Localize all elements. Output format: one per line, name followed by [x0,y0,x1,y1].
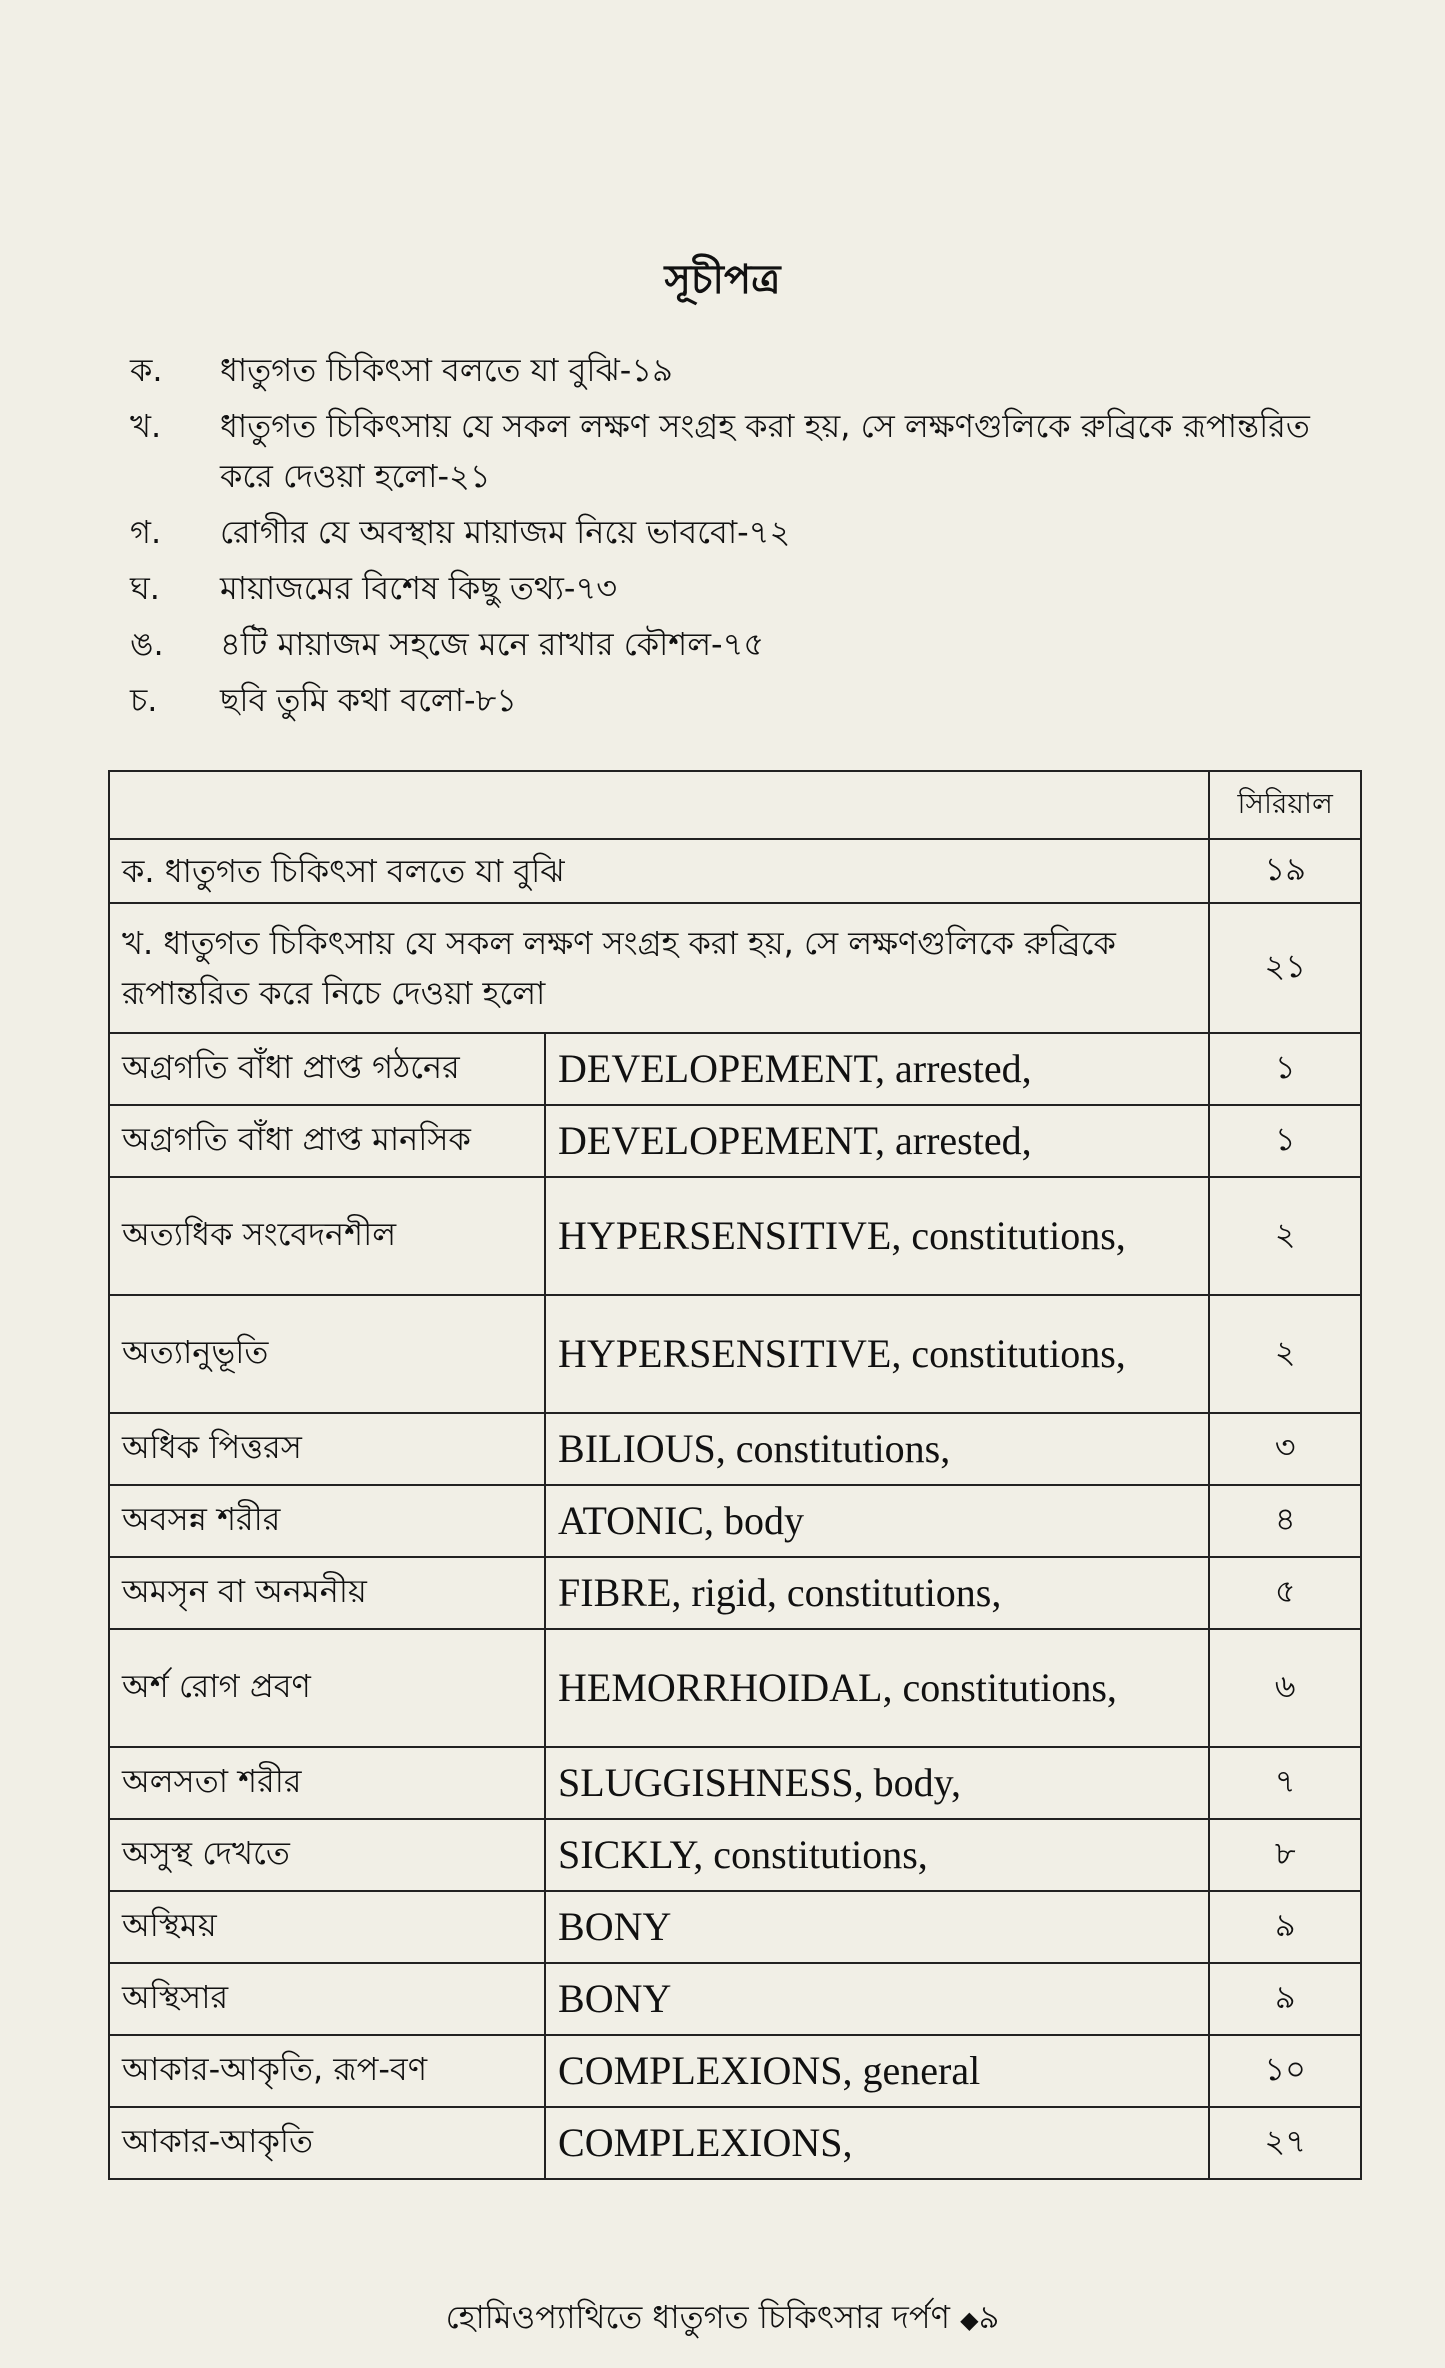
table-row [109,1177,1361,1295]
toc-item [130,675,1360,725]
bengali-term: অসুস্থ দেখতে [109,1819,545,1891]
table-row [109,1963,1361,2035]
table-header-blank [109,771,1209,839]
serial-number: ৮ [1209,1819,1361,1891]
toc-item-letter: ক. [130,351,163,389]
serial-number: ৯ [1209,1891,1361,1963]
serial-number: ৬ [1209,1629,1361,1747]
english-rubric: SICKLY, constitutions, [545,1819,1209,1891]
bengali-term: অমসৃন বা অনমনীয় [109,1557,545,1629]
section-row [109,903,1361,1033]
table-header-row [109,771,1361,839]
english-rubric: COMPLEXIONS, general [545,2035,1209,2107]
toc-item [130,619,1360,669]
english-rubric: HYPERSENSITIVE, constitutions, [545,1295,1209,1413]
toc-item-text: ৪টি মায়াজম সহজে মনে রাখার কৌশল-৭৫ [220,625,765,663]
bengali-term: অলসতা শরীর [109,1747,545,1819]
toc-item [130,345,1360,395]
serial-number: ২ [1209,1177,1361,1295]
bengali-term: অর্শ রোগ প্রবণ [109,1629,545,1747]
table-row [109,1819,1361,1891]
bengali-term: অস্থিময় [109,1891,545,1963]
table-row [109,1295,1361,1413]
toc-item [130,507,1360,557]
english-rubric: BONY [545,1891,1209,1963]
bengali-term: আকার-আকৃতি [109,2107,545,2179]
toc-item-letter: খ. [130,407,162,445]
english-rubric: COMPLEXIONS, [545,2107,1209,2179]
table-row [109,1413,1361,1485]
section-title: খ. ধাতুগত চিকিৎসায় যে সকল লক্ষণ সংগ্রহ করা হয়, সে লক্ষণগুলিকে রুব্রিকে রূপান্তরিত করে নিচে দেওয়া হলো [109,903,1209,1033]
english-rubric: BILIOUS, constitutions, [545,1413,1209,1485]
table-row [109,1747,1361,1819]
toc-item-text: ছবি তুমি কথা বলো-৮১ [220,681,518,719]
english-rubric: DEVELOPEMENT, arrested, [545,1105,1209,1177]
toc-item [130,401,1360,501]
bengali-term: আকার-আকৃতি, রূপ-বণ [109,2035,545,2107]
serial-number: ৯ [1209,1963,1361,2035]
english-rubric: HYPERSENSITIVE, constitutions, [545,1177,1209,1295]
page-title: সূচীপত্র [664,257,781,303]
diamond-icon: ◆ [960,2306,979,2334]
table-row [109,1557,1361,1629]
bengali-term: অস্থিসার [109,1963,545,2035]
bengali-term: অত্যধিক সংবেদনশীল [109,1177,545,1295]
serial-column-header: সিরিয়াল [1209,771,1361,839]
bengali-term: অত্যানুভূতি [109,1295,545,1413]
english-rubric: DEVELOPEMENT, arrested, [545,1033,1209,1105]
running-footer-title: হোমিওপ্যাথিতে ধাতুগত চিকিৎসার দর্পণ [445,2298,950,2336]
toc-item-letter: ঘ. [130,569,160,607]
table-row [109,1105,1361,1177]
page-number: ৯ [978,2298,1000,2336]
english-rubric: FIBRE, rigid, constitutions, [545,1557,1209,1629]
bengali-term: অগ্রগতি বাঁধা প্রাপ্ত মানসিক [109,1105,545,1177]
table-row [109,1891,1361,1963]
serial-number: ৫ [1209,1557,1361,1629]
serial-number: ২৭ [1209,2107,1361,2179]
serial-number: ১ [1209,1033,1361,1105]
english-rubric: HEMORRHOIDAL, constitutions, [545,1629,1209,1747]
section-serial: ১৯ [1209,839,1361,903]
section-title: ক. ধাতুগত চিকিৎসা বলতে যা বুঝি [109,839,1209,903]
table-of-contents [130,345,1360,731]
page-footer [0,2292,1445,2346]
toc-item-text: ধাতুগত চিকিৎসায় যে সকল লক্ষণ সংগ্রহ করা হয়, সে লক্ষণগুলিকে রুব্রিকে রূপান্তরিত করে দেওয়া হলো-২১ [220,407,1310,495]
table-row [109,1033,1361,1105]
rubric-index-table [108,770,1362,2180]
section-serial: ২১ [1209,903,1361,1033]
english-rubric: BONY [545,1963,1209,2035]
serial-number: ১০ [1209,2035,1361,2107]
serial-number: ৩ [1209,1413,1361,1485]
serial-number: ২ [1209,1295,1361,1413]
table-row [109,1485,1361,1557]
toc-item-text: মায়াজমের বিশেষ কিছু তথ্য-৭৩ [220,569,618,607]
english-rubric: ATONIC, body [545,1485,1209,1557]
toc-item-text: রোগীর যে অবস্থায় মায়াজম নিয়ে ভাববো-৭২ [220,513,791,551]
bengali-term: অবসন্ন শরীর [109,1485,545,1557]
toc-item-letter: চ. [130,681,158,719]
table-row [109,2107,1361,2179]
toc-item-text: ধাতুগত চিকিৎসা বলতে যা বুঝি-১৯ [220,351,673,389]
toc-item-letter: গ. [130,513,162,551]
table-row [109,2035,1361,2107]
serial-number: ১ [1209,1105,1361,1177]
serial-number: ৭ [1209,1747,1361,1819]
english-rubric: SLUGGISHNESS, body, [545,1747,1209,1819]
serial-number: ৪ [1209,1485,1361,1557]
toc-item [130,563,1360,613]
table-row [109,1629,1361,1747]
section-row [109,839,1361,903]
bengali-term: অগ্রগতি বাঁধা প্রাপ্ত গঠনের [109,1033,545,1105]
toc-item-letter: ঙ. [130,625,164,663]
bengali-term: অধিক পিত্তরস [109,1413,545,1485]
